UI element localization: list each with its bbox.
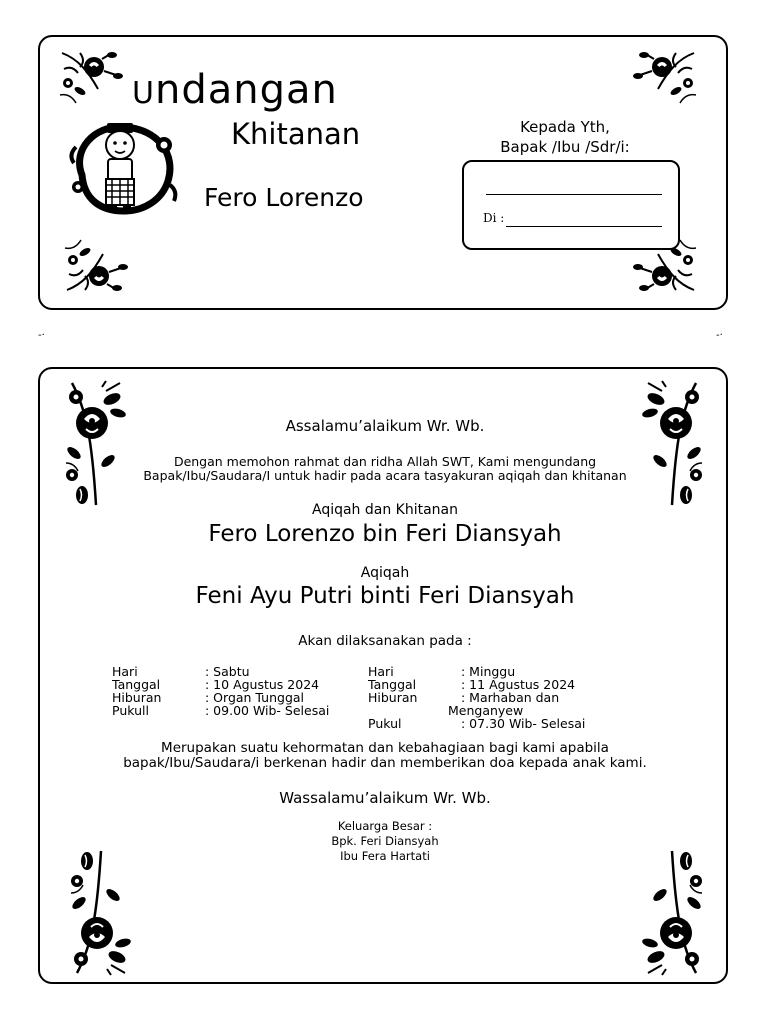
schedule-label: Hiburan [368,690,418,705]
schedule-label: Hiburan [112,690,162,705]
schedule-value: : Organ Tunggal [205,690,305,705]
schedule-row [112,704,352,717]
cover-subtitle: Khitanan [231,117,361,151]
farewell: Wassalamu’alaikum Wr. Wb. [279,789,491,807]
schedule-row [368,717,618,730]
rose-flourish-icon [628,239,698,294]
event-1-name: Fero Lorenzo bin Feri Diansyah [208,521,562,547]
schedule-value: : Sabtu [205,664,250,679]
schedule-label: Hari [112,664,138,679]
separator-mark-right: -· [716,330,723,341]
rose-flourish-icon [626,847,706,977]
closing-line-2: bapak/Ibu/Saudara/i berkenan hadir dan memberikan doa kepada anak kami. [123,755,647,771]
greeting: Assalamu’alaikum Wr. Wb. [285,417,485,435]
schedule-day-1 [112,665,352,717]
schedule-value: : 09.00 Wib- Selesai [205,703,330,718]
schedule-value: : 07.30 Wib- Selesai [461,716,586,731]
schedule-value: : 11 Agustus 2024 [461,677,576,692]
event-2-name: Feni Ayu Putri binti Feri Diansyah [195,583,575,609]
closing-text [40,741,730,771]
boy-with-peci-icon [64,115,184,220]
cover-child-name: Fero Lorenzo [204,183,364,212]
separator-mark-left: -· [38,330,45,341]
schedule-value: Menganyew [448,703,524,718]
schedule-label: Hari [368,664,394,679]
address-di-label: Di : [483,211,505,225]
recipient-address-line[interactable] [506,226,662,227]
recipient-name-line[interactable] [486,194,662,195]
closing-line-1: Merupakan suatu kehormatan dan kebahagiaan bagi kami apabila [161,740,609,756]
recipient-heading-line-1: Kepada Yth, [520,118,610,136]
schedule-heading: Akan dilaksanakan pada : [298,633,472,649]
schedule-label: Tanggal [112,677,161,692]
rose-flourish-icon [62,847,152,977]
cover-title [132,67,338,113]
family-father: Bpk. Feri Diansyah [331,834,439,848]
rose-flourish-icon [58,239,138,294]
family-heading: Keluarga Besar : [337,819,433,833]
schedule-label: Tanggal [368,677,417,692]
schedule-value: : Marhaban dan [461,690,560,705]
family-mother: Ibu Fera Hartati [340,849,430,863]
event-1-label: Aqiqah dan Khitanan [311,502,459,518]
schedule-value: : Minggu [461,664,516,679]
rose-flourish-icon [626,379,706,509]
schedule-label: Pukul [368,716,402,731]
event-2-label: Aqiqah [360,565,410,581]
address-box[interactable] [462,160,680,250]
title-initial: U [132,76,155,111]
schedule-value: : 10 Agustus 2024 [205,677,320,692]
intro-line-2: Bapak/Ibu/Saudara/I untuk hadir pada acara tasyakuran aqiqah dan khitanan [143,468,627,483]
intro-line-1: Dengan memohon rahmat dan ridha Allah SWT, Kami mengundang [173,454,597,469]
rose-flourish-icon [628,49,698,104]
schedule-day-2 [368,665,618,730]
cover-card [38,35,728,310]
invitation-card [38,367,728,984]
title-rest: ndangan [154,67,338,113]
recipient-heading [470,117,660,157]
rose-flourish-icon [58,49,128,104]
recipient-heading-line-2: Bapak /Ibu /Sdr/i: [500,138,630,156]
rose-flourish-icon [62,379,142,509]
schedule-label: Pukull [112,703,149,718]
